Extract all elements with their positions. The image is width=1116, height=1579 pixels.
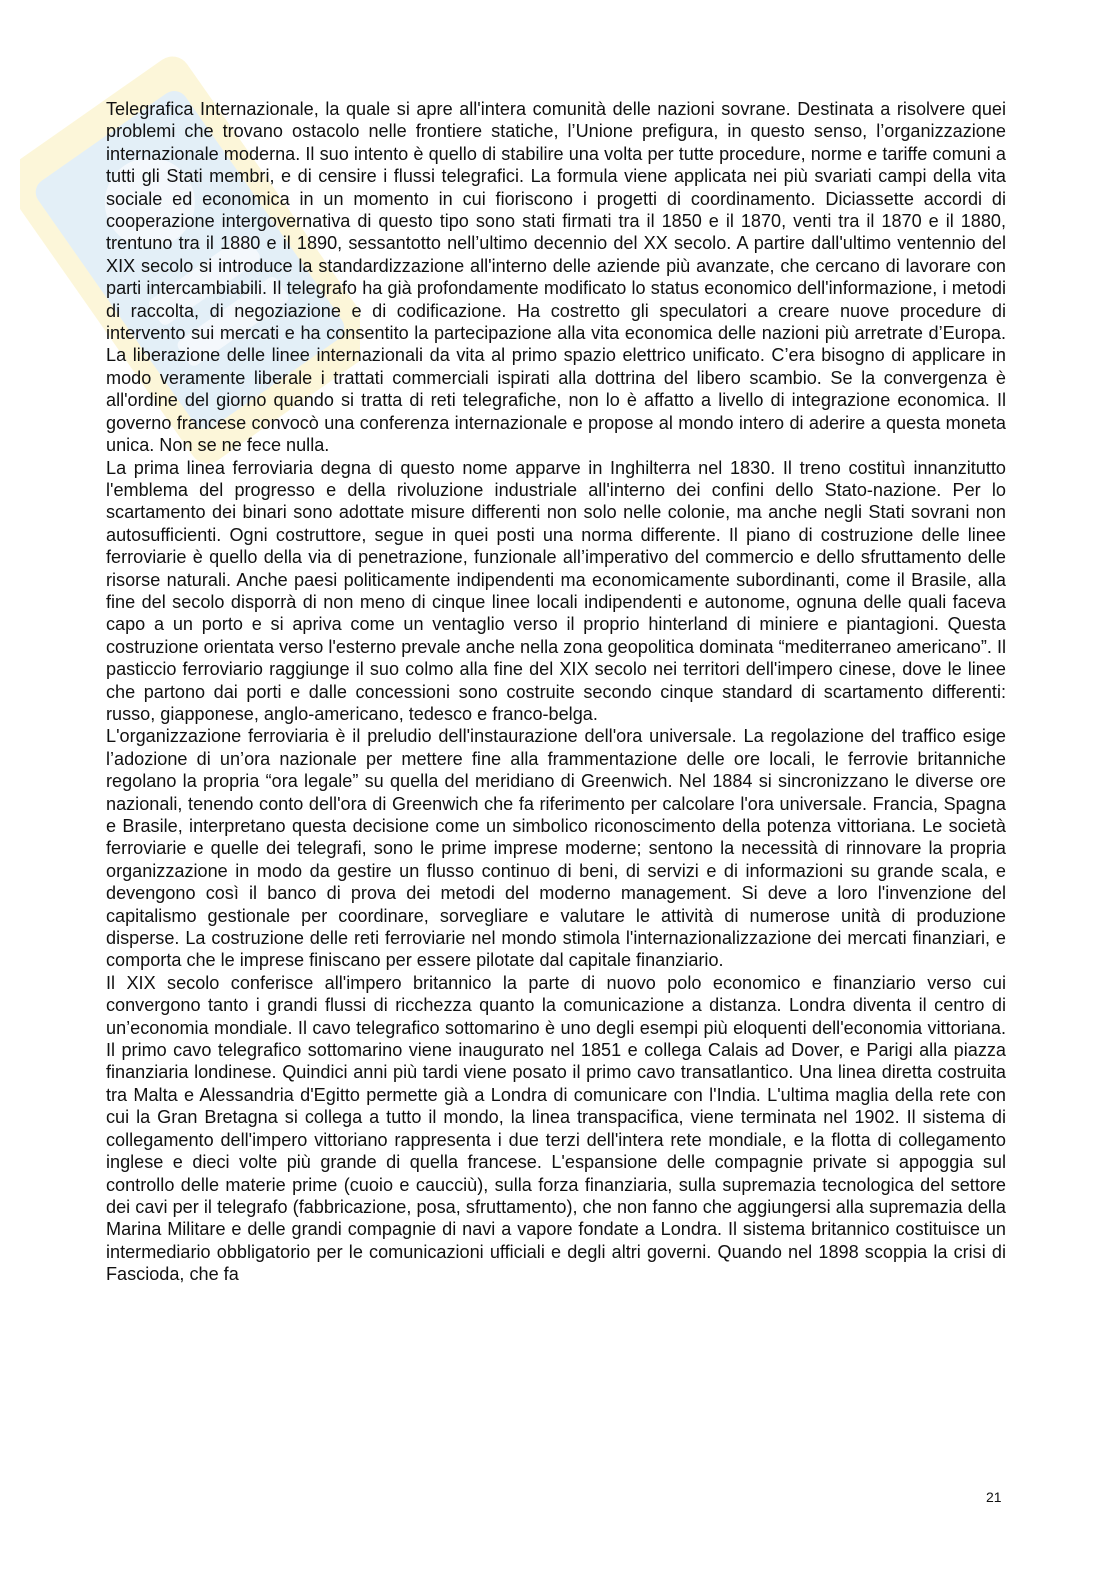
page-number: 21 <box>986 1489 1002 1505</box>
paragraph: L'organizzazione ferroviaria è il preludio dell'instaurazione dell'ora universale. La regolazione del traffico esige l’adozione di un’ora nazionale per mettere fine alla frammentazione delle ore locali, le ferrovie britanniche regolano la propria “ora legale” su quella del meridiano di Greenwich. Nel 1884 si sincronizzano le diverse ore nazionali, tenendo conto dell'ora di Greenwich che fa riferimento per calcolare l'ora universale. Francia, Spagna e Brasile, interpretano questa decisione come un simbolico riconoscimento della potenza vittoriana. Le società ferroviarie e quelle dei telegrafi, sono le prime imprese moderne; sentono la necessità di rinnovare la propria organizzazione in modo da gestire un flusso continuo di beni, di servizi e di informazioni su grande scala, e devengono così il banco di prova dei metodi del moderno management. Si deve a loro l'invenzione del capitalismo gestionale per coordinare, sorvegliare e valutare le attività di numerose unità di produzione disperse. La costruzione delle reti ferroviarie nel mondo stimola l'internazionalizzazione dei mercati finanziari, e comporta che le imprese finiscano per essere pilotate dal capitale finanziario. <box>106 726 1006 971</box>
paragraph: Il XIX secolo conferisce all'impero britannico la parte di nuovo polo economico e finanziario verso cui convergono tanto i grandi flussi di ricchezza quanto la comunicazione a distanza. Londra diventa il centro di un’economia mondiale. Il cavo telegrafico sottomarino è uno degli esempi più eloquenti dell'economia vittoriana. Il primo cavo telegrafico sottomarino viene inaugurato nel 1851 e collega Calais ad Dover, e Parigi alla piazza finanziaria londinese. Quindici anni più tardi viene posato il primo cavo transatlantico. Una linea diretta costruita tra Malta e Alessandria d'Egitto permette già a Londra di comunicare con l'India. L'ultima maglia della rete con cui la Gran Bretagna si collega a tutto il mondo, la linea transpacifica, viene terminata nel 1902. Il sistema di collegamento dell'impero vittoriano rappresenta i due terzi dell'intera rete mondiale, e la flotta di collegamento inglese e dieci volte più grande di quella francese. L'espansione delle compagnie private si appoggia sul controllo delle materie prime (cuoio e caucciù), sulla forza finanziaria, sulla supremazia tecnologica del settore dei cavi per il telegrafo (fabbricazione, posa, sfruttamento), che non fanno che aggiungersi alla supremazia della Marina Militare e delle grandi compagnie di navi a vapore fondate a Londra. Il sistema britannico costituisce un intermediario obbligatorio per le comunicazioni ufficiali e degli altri governi. Quando nel 1898 scoppia la crisi di Fascioda, che fa <box>106 972 1006 1285</box>
paragraph: La prima linea ferroviaria degna di questo nome apparve in Inghilterra nel 1830. Il treno costituì innanzitutto l'emblema del progresso e della rivoluzione industriale all'interno dei confini dello Stato-nazione. Per lo scartamento dei binari sono adottate misure differenti non solo nelle colonie, ma anche negli Stati sovrani non autosufficienti. Ogni costruttore, segue in quei posti una norma differente. Il piano di costruzione delle linee ferroviarie è quello della via di penetrazione, funzionale all’imperativo del commercio e dello sfruttamento delle risorse naturali. Anche paesi politicamente indipendenti ma economicamente subordinanti, come il Brasile, alla fine del secolo disporrà di non meno di cinque linee locali indipendenti e autonome, ognuna delle quali faceva capo a un porto e si apriva come un ventaglio verso il proprio hinterland di miniere e piantagioni. Questa costruzione orientata verso l'esterno prevale anche nella zona geopolitica dominata “mediterraneo americano”. Il pasticcio ferroviario raggiunge il suo colmo alla fine del XIX secolo nei territori dell'impero cinese, dove le linee che partono dai porti e dalle concessioni sono costruite secondo cinque standard di scartamento differenti: russo, giapponese, anglo-americano, tedesco e franco-belga. <box>106 457 1006 724</box>
document-body <box>106 98 1006 1286</box>
paragraph: Telegrafica Internazionale, la quale si apre all'intera comunità delle nazioni sovrane. Destinata a risolvere quei problemi che trovano ostacolo nelle frontiere statiche, l’Unione prefigura, in questo senso, l’organizzazione internazionale moderna. Il suo intento è quello di stabilire una volta per tutte procedure, norme e tariffe comuni a tutti gli Stati membri, e di censire i flussi telegrafici. La formula viene applicata nei più svariati campi della vita sociale ed economica in un momento in cui fioriscono i progetti di coordinamento. Diciassette accordi di cooperazione intergovernativa di questo tipo sono stati firmati tra il 1850 e il 1870, venti tra il 1870 e il 1880, trentuno tra il 1880 e il 1890, sessantotto nell’ultimo decennio del XX secolo. A partire dall'ultimo ventennio del XIX secolo si introduce la standardizzazione all'interno delle aziende più avanzate, che cercano di lavorare con parti intercambiabili. Il telegrafo ha già profondamente modificato lo status economico dell'informazione, i metodi di raccolta, di negoziazione e di codificazione. Ha costretto gli speculatori a creare nuove procedure di intervento sui mercati e ha consentito la partecipazione alla vita economica delle nazioni più arretrate d’Europa. La liberazione delle linee internazionali da vita al primo spazio elettrico unificato. C’era bisogno di applicare in modo veramente liberale i trattati commerciali ispirati alla dottrina del libero scambio. Se la convergenza è all'ordine del giorno quando si tratta di reti telegrafiche, non lo è affatto a livello di integrazione economica. Il governo francese convocò una conferenza internazionale e propose al mondo intero di aderire a questa moneta unica. Non se ne fece nulla. <box>106 99 1006 456</box>
